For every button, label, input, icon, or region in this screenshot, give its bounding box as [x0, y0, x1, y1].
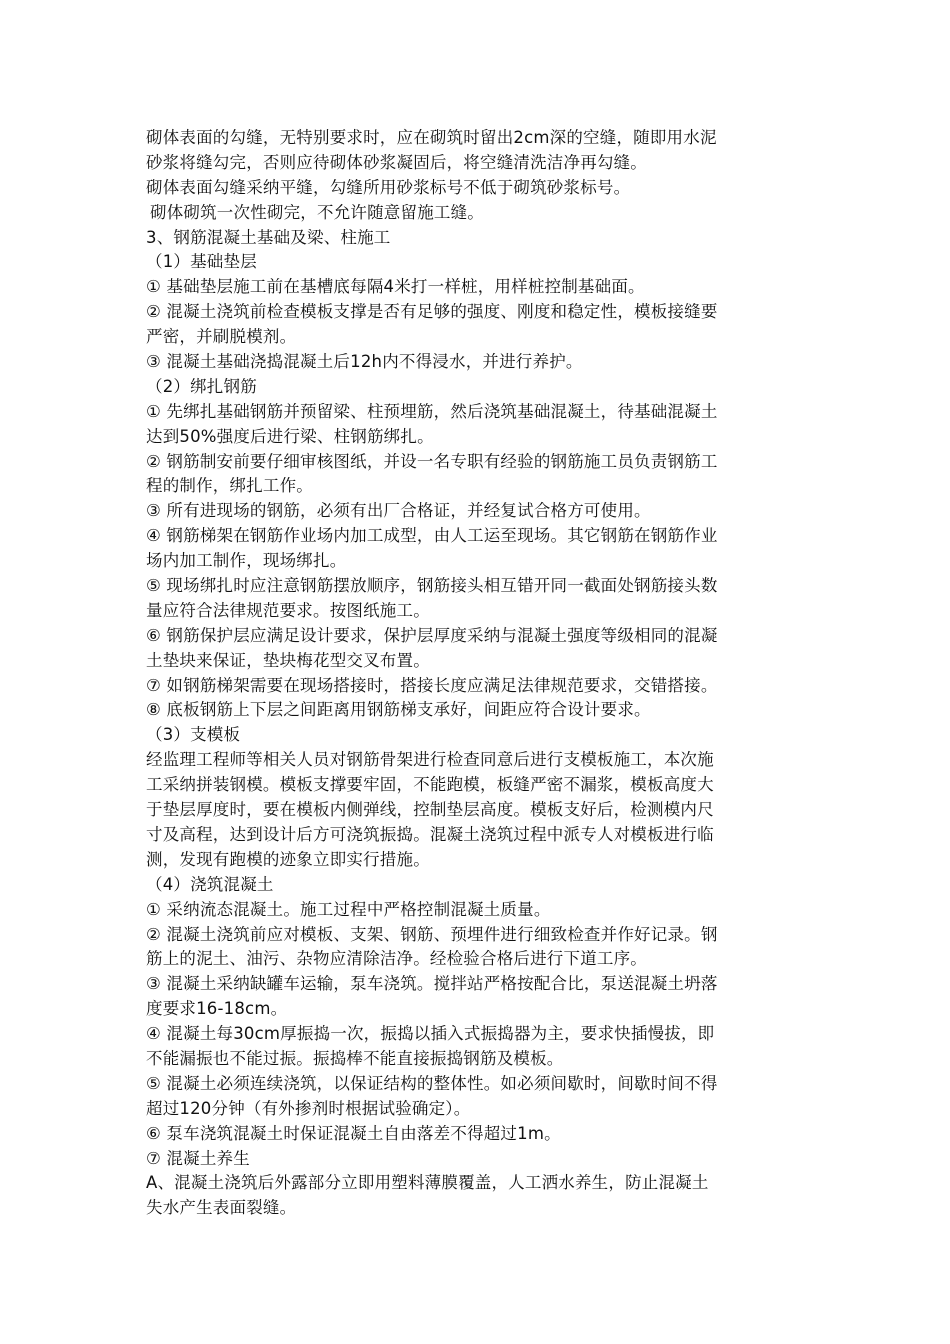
text-line: 量应符合法律规范要求。按图纸施工。 — [146, 600, 430, 620]
subsection-heading: （2）绑扎钢筋 — [146, 376, 257, 396]
text-line: ③ 混凝土基础浇捣混凝土后12h内不得浸水，并进行养护。 — [146, 352, 583, 372]
text-line: 筋上的泥土、油污、杂物应清除洁净。经检验合格后进行下道工序。 — [146, 949, 647, 969]
text-line: 砌体砌筑一次性砌完，不允许随意留施工缝。 — [150, 202, 484, 222]
text-line: ② 混凝土浇筑前检查模板支撑是否有足够的强度、刚度和稳定性，模板接缝要 — [146, 302, 718, 322]
document-body — [146, 126, 806, 1221]
text-line: ⑦ 混凝土养生 — [146, 1148, 250, 1168]
text-line: 工采纳拼装钢模。模板支撑要牢固，不能跑模，板缝严密不漏浆，模板高度大 — [146, 775, 714, 795]
text-line: 砂浆将缝勾完，否则应待砌体砂浆凝固后，将空缝清洗洁净再勾缝。 — [146, 152, 647, 172]
text-line: 砌体表面的勾缝，无特别要求时，应在砌筑时留出2cm深的空缝，随即用水泥 — [146, 128, 717, 147]
text-line: ⑧ 底板钢筋上下层之间距离用钢筋梯支承好，间距应符合设计要求。 — [146, 700, 651, 720]
text-line: A、混凝土浇筑后外露部分立即用塑料薄膜覆盖，人工洒水养生，防止混凝土 — [146, 1173, 709, 1193]
subsection-heading: （3）支模板 — [146, 725, 241, 745]
text-line: 超过120分钟（有外掺剂时根据试验确定）。 — [146, 1098, 471, 1118]
text-line: 于垫层厚度时，要在模板内侧弹线，控制垫层高度。模板支好后，检测模内尺 — [146, 800, 714, 820]
text-line: ③ 混凝土采纳缺罐车运输，泵车浇筑。搅拌站严格按配合比，泵送混凝土坍落 — [146, 974, 718, 994]
text-line: ④ 钢筋梯架在钢筋作业场内加工成型，由人工运至现场。其它钢筋在钢筋作业 — [146, 526, 718, 546]
text-line: ⑤ 现场绑扎时应注意钢筋摆放顺序，钢筋接头相互错开同一截面处钢筋接头数 — [146, 576, 718, 596]
text-line: 不能漏振也不能过振。振捣棒不能直接振捣钢筋及模板。 — [146, 1048, 564, 1068]
section-heading: 3、钢筋混凝土基础及梁、柱施工 — [146, 227, 391, 247]
text-line: 测，发现有跑模的迹象立即实行措施。 — [146, 849, 430, 869]
text-line: 达到50%强度后进行梁、柱钢筋绑扎。 — [146, 426, 434, 446]
text-line: ③ 所有进现场的钢筋，必须有出厂合格证，并经复试合格方可使用。 — [146, 501, 651, 521]
text-line: ① 基础垫层施工前在基槽底每隔4米打一样桩，用样桩控制基础面。 — [146, 277, 645, 297]
text-line: ⑥ 泵车浇筑混凝土时保证混凝土自由落差不得超过1m。 — [146, 1123, 561, 1143]
text-line: ⑤ 混凝土必须连续浇筑，以保证结构的整体性。如必须间歇时，间歇时间不得 — [146, 1073, 718, 1093]
text-line: 寸及高程，达到设计后方可浇筑振捣。混凝土浇筑过程中派专人对模板进行临 — [146, 824, 714, 844]
text-line: ① 采纳流态混凝土。施工过程中严格控制混凝土质量。 — [146, 899, 551, 919]
text-line: 失水产生表面裂缝。 — [146, 1198, 297, 1218]
text-line: 经监理工程师等相关人员对钢筋骨架进行检查同意后进行支模板施工，本次施 — [146, 750, 714, 770]
text-line: 严密，并刷脱模剂。 — [146, 327, 297, 347]
text-line: 度要求16-18cm。 — [146, 999, 288, 1019]
text-line: ⑦ 如钢筋梯架需要在现场搭接时，搭接长度应满足法律规范要求，交错搭接。 — [146, 675, 718, 695]
text-line: 土垫块来保证，垫块梅花型交叉布置。 — [146, 650, 430, 670]
text-line: ② 钢筋制安前要仔细审核图纸，并设一名专职有经验的钢筋施工员负责钢筋工 — [146, 451, 718, 471]
text-line: ② 混凝土浇筑前应对模板、支架、钢筋、预埋件进行细致检查并作好记录。钢 — [146, 924, 718, 944]
subsection-heading: （1）基础垫层 — [146, 252, 257, 272]
subsection-heading: （4）浇筑混凝土 — [146, 874, 274, 894]
text-line: ⑥ 钢筋保护层应满足设计要求，保护层厚度采纳与混凝土强度等级相同的混凝 — [146, 625, 718, 645]
text-line: 程的制作，绑扎工作。 — [146, 476, 313, 496]
text-line: 砌体表面勾缝采纳平缝，勾缝所用砂浆标号不低于砌筑砂浆标号。 — [146, 177, 631, 197]
text-line: ① 先绑扎基础钢筋并预留梁、柱预埋筋，然后浇筑基础混凝土，待基础混凝土 — [146, 401, 718, 421]
text-line: ④ 混凝土每30cm厚振捣一次，振捣以插入式振捣器为主，要求快插慢拔，即 — [146, 1024, 715, 1044]
text-line: 场内加工制作，现场绑扎。 — [146, 551, 347, 571]
